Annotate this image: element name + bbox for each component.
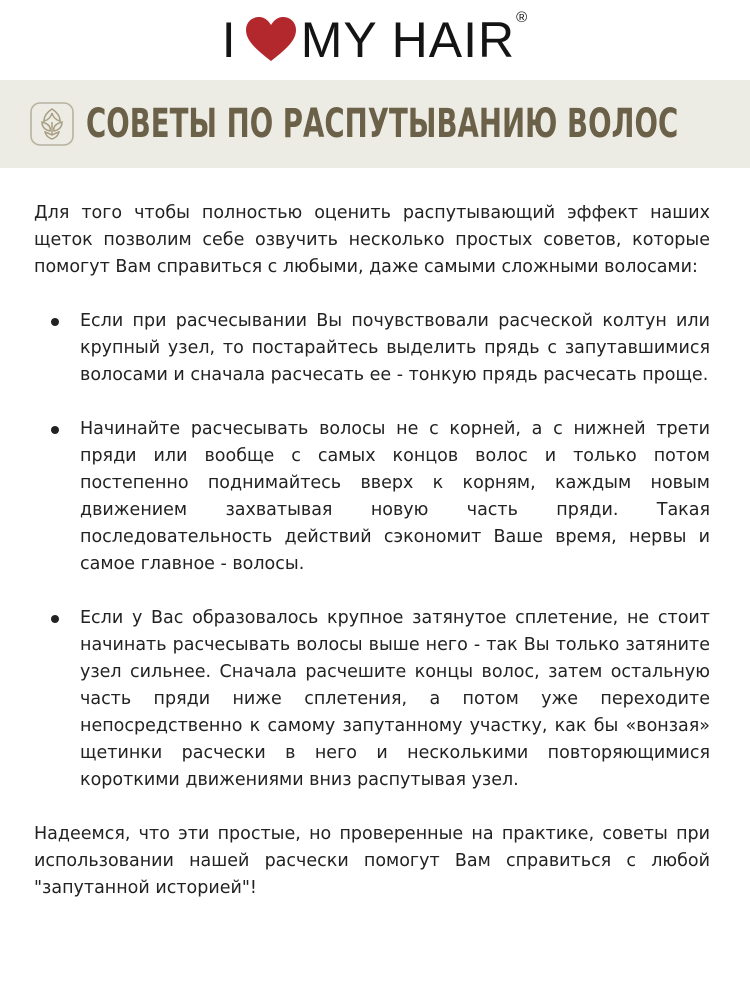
- heart-icon: [245, 17, 297, 63]
- logo-text-my-hair: MY HAIR: [300, 12, 516, 68]
- logo-text-i: I: [221, 12, 237, 68]
- article-body: [34, 200, 710, 902]
- section-header: [0, 80, 750, 168]
- outro-paragraph: Надеемся, что эти простые, но проверенные на практике, советы при использовании нашей расчески помогут Вам справиться с любой "запутанной историей"!: [34, 824, 710, 898]
- intro-paragraph: Для того чтобы полностью оценить распутывающий эффект наших щеток позволим себе озвучить несколько простых советов, которые помогут Вам справиться с любыми, даже самыми сложными волосами:: [34, 203, 710, 277]
- tip-text: Если при расчесывании Вы почувствовали расческой колтун или крупный узел, то постарайтесь выделить прядь с запутавшимися волосами и сначала расчесать ее - тонкую прядь расчесать проще.: [80, 311, 710, 385]
- list-item: [34, 416, 710, 578]
- tip-text: Если у Вас образовалось крупное затянутое сплетение, не стоит начинать расчесывать волосы выше него - так Вы только затяните узел сильнее. Сначала расчешите концы волос, затем остальную часть пряди ниже сплетения, а потом уже переходите непосредственно к самому запутанному участку, как бы «вонзая» щетинки расчески в него и несколькими повторяющимися короткими движениями вниз распутывая узел.: [80, 608, 710, 790]
- registered-mark: ®: [516, 9, 529, 26]
- section-title: СОВЕТЫ ПО РАСПУТЫВАНИЮ ВОЛОС: [86, 101, 679, 147]
- tips-list: [34, 308, 710, 794]
- bullet-icon: [51, 426, 59, 434]
- list-item: [34, 308, 710, 389]
- bullet-icon: [51, 615, 59, 623]
- tip-text: Начинайте расчесывать волосы не с корней, а с нижней трети пряди или вообще с самых концов волос и только потом постепенно поднимайтесь вверх к корням, каждым новым движением захватывая новую часть пряди. Такая последовательность действий сэкономит Ваше время, нервы и самое главное - волосы.: [80, 419, 710, 574]
- bullet-icon: [51, 318, 59, 326]
- list-item: [34, 605, 710, 794]
- hop-cone-icon: [30, 102, 74, 146]
- brand-logo: [0, 4, 750, 76]
